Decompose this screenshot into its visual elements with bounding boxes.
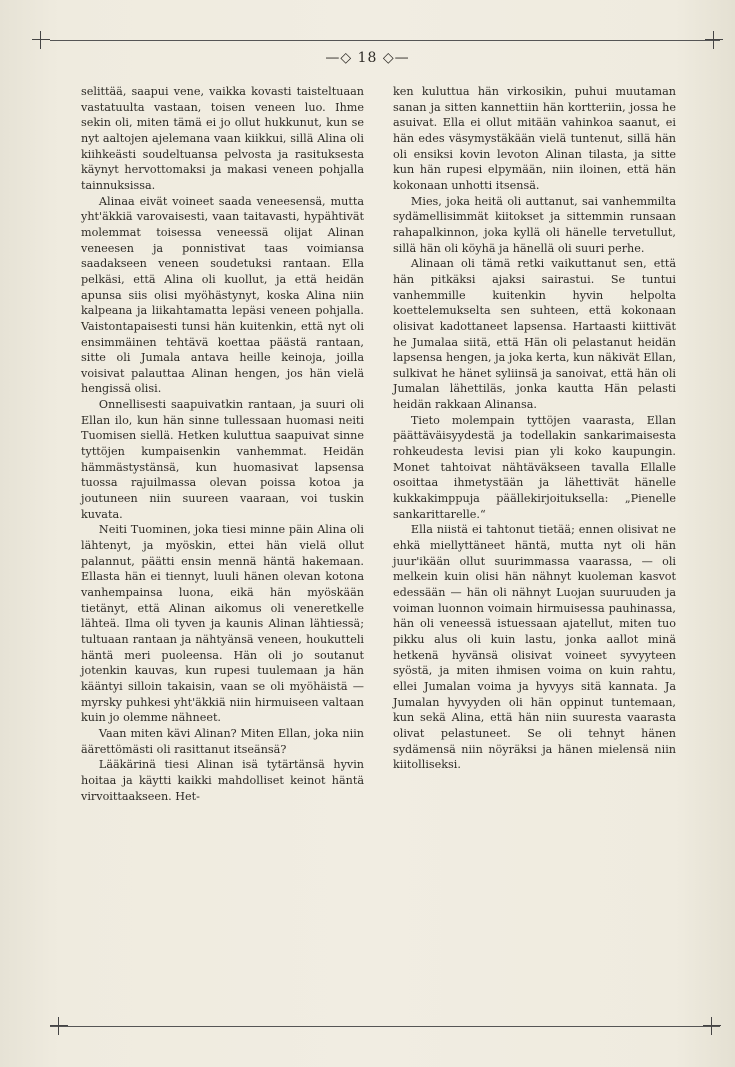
paragraph: Onnellisesti saapuivatkin rantaan, ja suuri oli Ellan ilo, kun hän sinne tullessaan huomasi neiti Tuomisen siellä. Hetken kuluttua saapuivat sinne tyttöjen kumpaisenkin vanhemmat. Heidän hämmästystänsä, kun huomasivat lapsensa tuossa rajuilmassa olevan poissa kotoa ja joutuneen niin suureen vaaraan, voi tuskin kuvata. [81,398,364,521]
paragraph: Alinaan oli tämä retki vaikuttanut sen, että hän pitkäksi ajaksi sairastui. Se tuntui vanhemmille kuitenkin hyvin helpolta koettelemukselta sen suhteen, että kokonaan olisivat kadottaneet lapsensa. Hartaasti kiittivät he Jumalaa siitä, että Hän oli pelastanut heidän lapsensa hengen, ja joka kerta, kun näkivät Ellan, sulkivat he hänet syliinsä ja sanoivat, että hän oli Jumalan lähettiläs, jonka kautta Hän pelasti heidän rakkaan Alinansa. [393,257,676,412]
paragraph: Ella niistä ei tahtonut tietää; ennen olisivat ne ehkä miellyttäneet häntä, mutta nyt oli hän juur'ikään ollut suurimmassa vaarassa, — oli melkein kuin olisi hän nähnyt kuoleman kasvot edessään — hän oli nähnyt Luojan suuruuden ja voiman luonnon voimain hirmuisessa pauhinassa, hän oli veneessä istuessaan ajatellut, miten tuo pikku alus oli kuin lastu, jonka aallot minä hetkenä hyvänsä olisivat voineet syvyyteen syöstä, ja miten ihmisen voima on kuin rahtu, ellei Jumalan voima ja hyvyys sitä kannata. Ja Jumalan hyvyyden oli hän oppinut tuntemaan, kun sekä Alina, että hän niin suuresta vaarasta olivat pelastuneet. Se oli tehnyt hänen sydämensä niin nöyräksi ja hänen mielensä niin kiitolliseksi. [393,523,676,772]
paragraph: Vaan miten kävi Alinan? Miten Ellan, joka niin äärettömästi oli rasittanut itseänsä? [81,726,364,756]
paragraph: Mies, joka heitä oli auttanut, sai vanhemmilta sydämellisimmät kiitokset ja sittemmin runsaan rahapalkinnon, joka kyllä oli hänelle tervetullut, sillä hän oli köyhä ja hänellä oli suuri perhe. [393,194,676,255]
registration-mark-icon [50,1017,68,1035]
registration-mark-icon [32,31,50,49]
left-column [81,84,364,804]
top-rule [50,40,720,41]
paragraph: Neiti Tuominen, joka tiesi minne päin Alina oli lähtenyt, ja myöskin, ettei hän vielä ollut palannut, päätti ensin mennä häntä hakemaan. Ellasta hän ei tiennyt, luuli hänen olevan kotona vanhempainsa luona, eikä hän myöskään tietänyt, että Alinan aikomus oli veneretkelle lähteä. Ilma oli tyven ja kaunis Alinan lähtiessä; tultuaan rantaan ja nähtyänsä veneen, houkutteli häntä meri puoleensa. Hän oli jo soutanut jotenkin kauvas, kun rupesi tuulemaan ja hän kääntyi silloin takaisin, vaan se oli myöhäistä — myrsky puhkesi yht'äkkiä niin hirmuiseen valtaan kuin jo olemme nähneet. [81,523,364,725]
right-column [393,84,676,773]
bottom-rule [50,1026,720,1027]
paragraph: ken kuluttua hän virkosikin, puhui muutaman sanan ja sitten kannettiin hän kortteriin, jossa he asuivat. Ella ei ollut mitään vahinkoa saanut, ei hän edes väsymystäkään vielä tuntenut, sillä hän oli ensiksi kovin levoton Alinan tilasta, ja sitte kun hän rupesi elpymään, niin iloinen, että hän kokonaan unhotti itsensä. [393,85,676,192]
registration-mark-icon [705,31,723,49]
paragraph: Alinaa eivät voineet saada veneesensä, mutta yht'äkkiä varovaisesti, vaan taitavasti, hypähtivät molemmat toisessa veneessä olijat Alinan veneesen ja ponnistivat taas voimiansa saadakseen veneen soudetuksi rantaan. Ella pelkäsi, että Alina oli kuollut, ja että heidän apunsa siis olisi myöhästynyt, koska Alina niin kalpeana ja liikahtamatta lepäsi veneen pohjalla. Vaistontapaisesti tunsi hän kuitenkin, että nyt oli ensimmäinen tehtävä koettaa päästä rantaan, sitte oli Jumala antava heille keinoja, joilla voisivat palauttaa Alinan hengen, jos hän vielä hengissä olisi. [81,194,364,396]
page-number: —◇ 18 ◇— [325,50,410,66]
paragraph: Tieto molempain tyttöjen vaarasta, Ellan päättäväisyydestä ja todellakin sankarimaisesta rohkeudesta levisi pian yli koko kaupungin. Monet tahtoivat nähtäväkseen tavalla Ellalle osoittaa ihmetystään ja lähettivät hänelle kukkakimppuja päällekirjoituksella: „Pienelle sankarittarelle.“ [393,413,676,521]
paragraph: selittää, saapui vene, vaikka kovasti taisteltuaan vastatuulta vastaan, toisen veneen luo. Ihme sekin oli, miten tämä ei jo ollut hukkunut, kun se nyt aaltojen ajelemana vaan kiikkui, sillä Alina oli kiihkeästi soudeltuansa pelvosta ja rasituksesta käynyt hervottomaksi ja makasi veneen pohjalla tainnuksissa. [81,85,364,192]
registration-mark-icon [703,1017,721,1035]
paragraph: Lääkärinä tiesi Alinan isä tytärtänsä hyvin hoitaa ja käytti kaikki mahdolliset keinot häntä virvoittaakseen. Het- [81,758,364,803]
